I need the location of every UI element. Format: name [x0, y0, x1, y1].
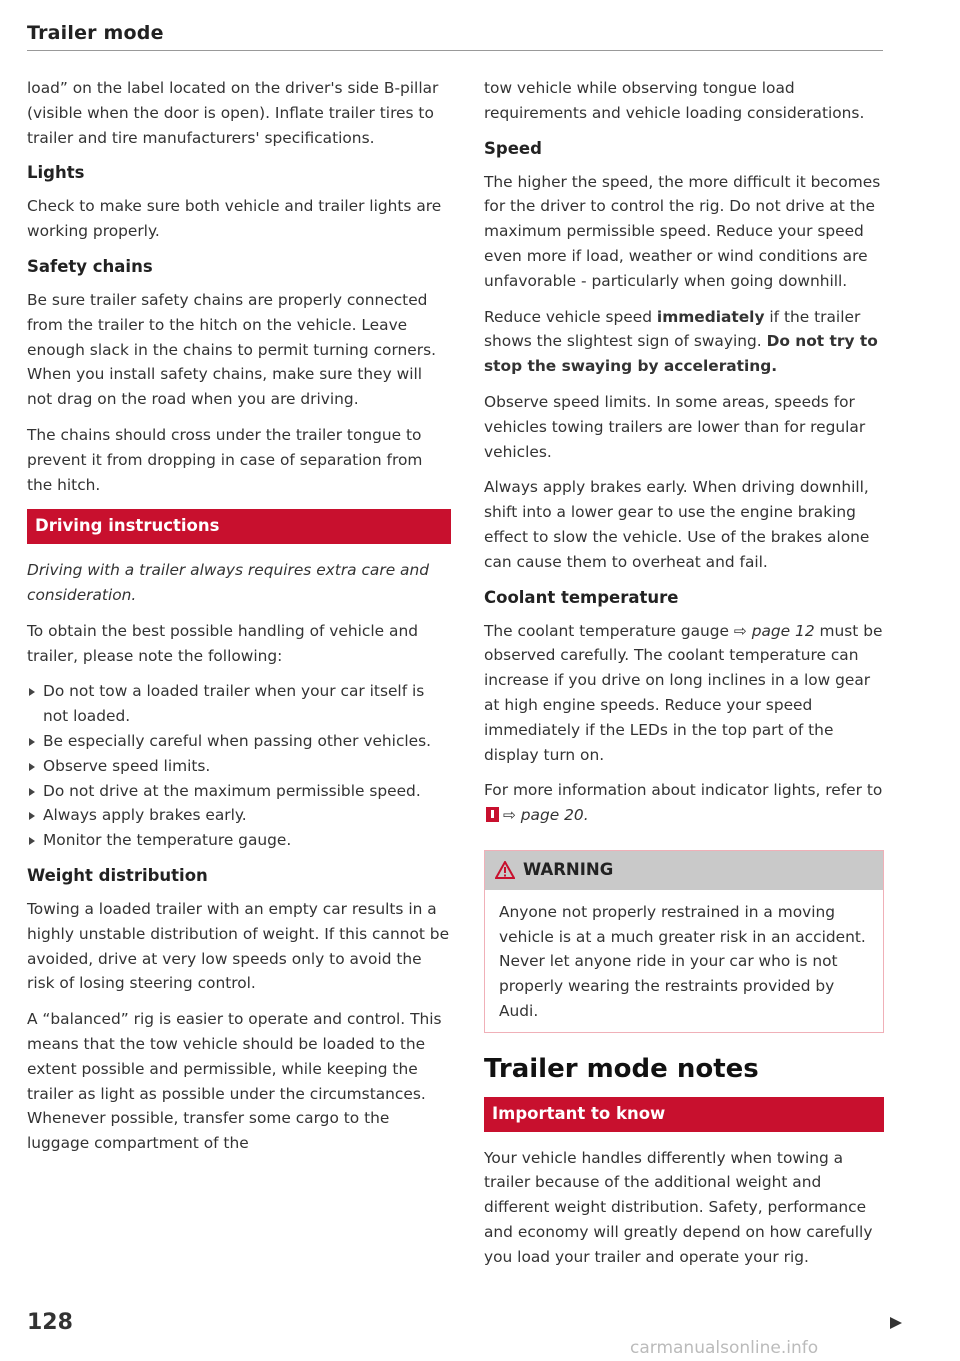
load-paragraph: load” on the label located on the driver's side B-pillar (visible when the door is open). Inflate trailer tires to trailer and tire manufacturers' specifications. [27, 79, 439, 147]
speed-heading: Speed [484, 138, 542, 158]
page-number: 128 [27, 1310, 73, 1335]
chains-paragraph-1: Be sure trailer safety chains are properly connected from the trailer to the hitch on the vehicle. Leave enough slack in the chains to permit turning corners. When you install safety chains, make sure they will not drag on the road when you are driving. [27, 290, 436, 409]
driving-list [27, 679, 451, 853]
list-item: Observe speed limits. [27, 754, 451, 779]
safety-chains-heading: Safety chains [27, 256, 153, 276]
info-text: For more information about indicator lights, refer to [484, 781, 883, 800]
right-column [484, 76, 884, 1280]
lights-heading: Lights [27, 163, 85, 183]
coolant-text: The coolant temperature gauge [484, 621, 734, 640]
warning-box [484, 850, 884, 1033]
page-link-12[interactable]: ⇨ page 12 [733, 621, 815, 640]
header-rule [27, 50, 883, 51]
warning-triangle-icon [495, 861, 515, 879]
running-header: Trailer mode [27, 22, 164, 44]
weight-distribution-heading: Weight distribution [27, 865, 208, 885]
speed-paragraph-4: Always apply brakes early. When driving downhill, shift into a lower gear to use the engine braking effect to slow the vehicle. Use of the brakes alone can cause them to overheat and fail. [484, 478, 870, 571]
speed-paragraph-3: Observe speed limits. In some areas, speeds for vehicles towing trailers are lower than for regular vehicles. [484, 392, 866, 461]
warning-header [485, 851, 883, 890]
list-item: Do not tow a loaded trailer when your car itself is not loaded. [27, 679, 451, 729]
left-column [27, 76, 451, 1167]
coolant-text: must be observed carefully. The coolant temperature can increase if you drive on long inclines in a low gear at high engine speeds. Reduce your speed immediately if the LEDs in the top part of the display turn on. [484, 621, 883, 764]
emphasis-immediately: immediately [656, 307, 765, 326]
chains-paragraph-2: The chains should cross under the trailer tongue to prevent it from dropping in case of separation from the hitch. [27, 425, 423, 494]
warning-text: Anyone not properly restrained in a moving vehicle is at a much greater risk in an accident. Never let anyone ride in your car who is not properly wearing the restraints provided by Audi. [499, 902, 866, 1020]
important-paragraph: Your vehicle handles differently when towing a trailer because of the additional weight and different weight distribution. Safety, performance and economy will greatly depend on how carefully you load your trailer and operate your rig. [484, 1148, 873, 1266]
list-item: Monitor the temperature gauge. [27, 828, 451, 853]
list-item: Be especially careful when passing other vehicles. [27, 729, 451, 754]
driving-intro: Driving with a trailer always requires extra care and consideration. [27, 561, 430, 604]
speed-paragraph-2 [484, 305, 884, 379]
coolant-heading: Coolant temperature [484, 587, 679, 607]
speed-text: Reduce vehicle speed [484, 307, 657, 326]
info-paragraph [484, 778, 884, 828]
weight-paragraph-1: Towing a loaded trailer with an empty car results in a highly unstable distribution of weight. If this cannot be avoided, drive at very low speeds only to avoid the risk of losing steering control. [27, 899, 450, 993]
lights-paragraph: Check to make sure both vehicle and trailer lights are working properly. [27, 197, 442, 241]
important-to-know-bar: Important to know [484, 1097, 884, 1132]
speed-paragraph-1: The higher the speed, the more difficult it becomes for the driver to control the rig. Do not drive at the maximum permissible speed. Reduce your speed even more if load, weather or wind conditions are unfavorable - particularly when going downhill. [484, 172, 881, 290]
coolant-paragraph [484, 619, 884, 768]
list-item: Do not drive at the maximum permissible speed. [27, 779, 451, 804]
section-title: Trailer mode notes [484, 1053, 759, 1084]
continued-paragraph: tow vehicle while observing tongue load requirements and vehicle loading considerations. [484, 79, 865, 122]
speed-text: if the trailer shows the slightest sign of swaying. [484, 307, 861, 351]
weight-paragraph-2: A “balanced” rig is easier to operate and control. This means that the tow vehicle should be loaded to the extent possible and permissible, while keeping the trailer as light as possible under the circumstances. Whenever possible, transfer some cargo to the luggage compartment of the [27, 1010, 442, 1153]
coolant-indicator-icon [486, 807, 499, 822]
driving-note: To obtain the best possible handling of vehicle and trailer, please note the following: [27, 621, 418, 665]
page-link-20[interactable]: ⇨ page 20. [503, 806, 589, 825]
watermark: carmanualsonline.info [630, 1338, 819, 1358]
continued-arrow-icon [890, 1317, 902, 1329]
emphasis-no-accelerate: Do not try to stop the swaying by accelerating. [484, 332, 878, 376]
list-item: Always apply brakes early. [27, 803, 451, 828]
driving-instructions-bar: Driving instructions [27, 509, 451, 544]
warning-title: WARNING [523, 859, 614, 879]
